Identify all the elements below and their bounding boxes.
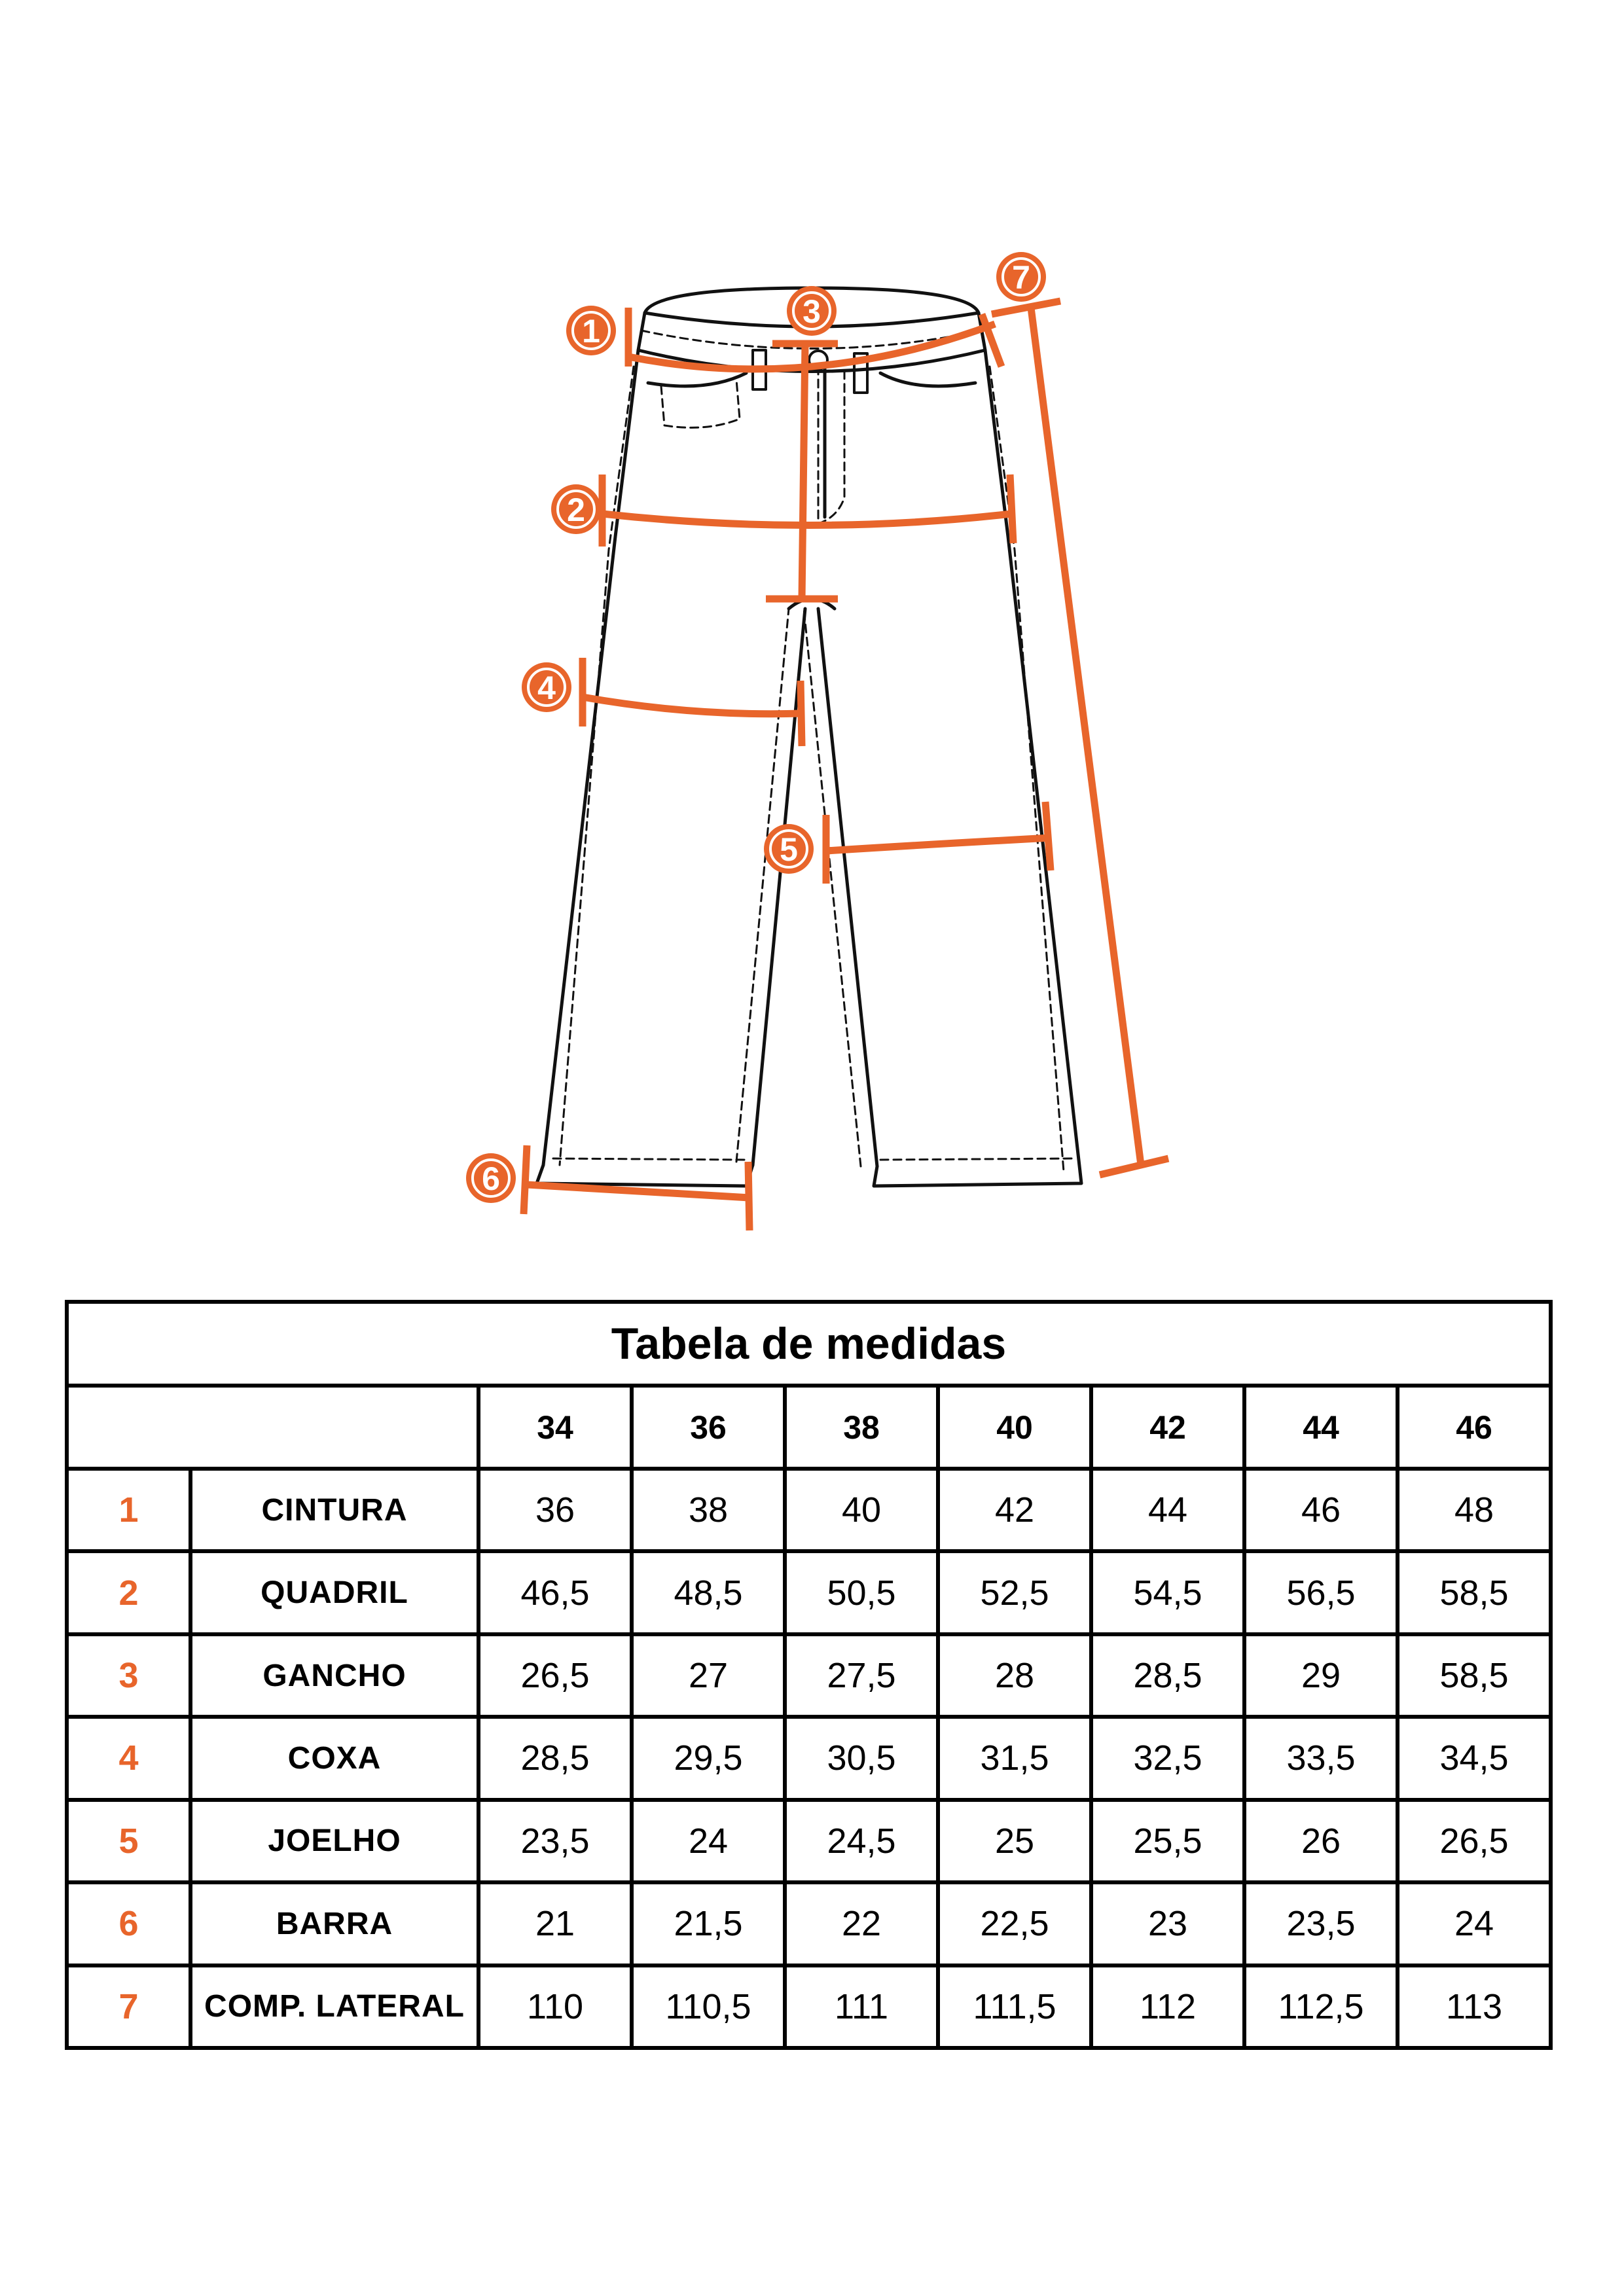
measurement-value: 46 (1244, 1469, 1398, 1551)
measurement-value: 25,5 (1091, 1800, 1244, 1882)
measurement-value: 24 (1398, 1882, 1551, 1965)
table-row (67, 1800, 1551, 1882)
badge-2 (551, 484, 601, 534)
measurement-value: 110 (478, 1965, 632, 2048)
badge-3 (787, 286, 837, 336)
size-header: 40 (938, 1386, 1091, 1468)
measurement-value: 54,5 (1091, 1551, 1244, 1634)
row-number: 5 (67, 1800, 190, 1882)
measurement-value: 27,5 (785, 1634, 938, 1717)
size-header: 34 (478, 1386, 632, 1468)
table-row (67, 1965, 1551, 2048)
size-header: 42 (1091, 1386, 1244, 1468)
table-row (67, 1882, 1551, 1965)
measurement-value: 46,5 (478, 1551, 632, 1634)
pants-outline (537, 288, 1081, 1186)
size-header: 36 (632, 1386, 785, 1468)
row-number: 7 (67, 1965, 190, 2048)
measurement-value: 112,5 (1244, 1965, 1398, 2048)
table-row (67, 1551, 1551, 1634)
table-row (67, 1634, 1551, 1717)
measurement-value: 28,5 (1091, 1634, 1244, 1717)
row-number: 4 (67, 1717, 190, 1799)
measurement-value: 22 (785, 1882, 938, 1965)
measurement-table (65, 1300, 1553, 2050)
measurement-value: 30,5 (785, 1717, 938, 1799)
measurement-value: 29 (1244, 1634, 1398, 1717)
measurement-value: 25 (938, 1800, 1091, 1882)
measurement-value: 48,5 (632, 1551, 785, 1634)
number-badges (466, 252, 1046, 1203)
table-title-row (67, 1302, 1551, 1386)
size-header: 38 (785, 1386, 938, 1468)
measurement-value: 26 (1244, 1800, 1398, 1882)
measurement-value: 58,5 (1398, 1634, 1551, 1717)
table-row (67, 1469, 1551, 1551)
measurement-value: 111,5 (938, 1965, 1091, 2048)
table-row (67, 1717, 1551, 1799)
row-measurement-name: GANCHO (190, 1634, 478, 1717)
svg-text:2: 2 (567, 492, 585, 528)
measurement-value: 24,5 (785, 1800, 938, 1882)
size-header: 44 (1244, 1386, 1398, 1468)
measurement-value: 26,5 (1398, 1800, 1551, 1882)
measurement-value: 23 (1091, 1882, 1244, 1965)
row-number: 6 (67, 1882, 190, 1965)
measurement-value: 52,5 (938, 1551, 1091, 1634)
measurement-value: 110,5 (632, 1965, 785, 2048)
svg-text:7: 7 (1012, 259, 1030, 296)
measurement-value: 24 (632, 1800, 785, 1882)
measurement-value: 38 (632, 1469, 785, 1551)
measure-line-coxa (583, 697, 802, 714)
measurement-value: 21,5 (632, 1882, 785, 1965)
badge-7 (996, 252, 1046, 302)
measure-line-comp-lateral (1031, 308, 1141, 1165)
header-empty-cell (67, 1386, 478, 1468)
row-measurement-name: COXA (190, 1717, 478, 1799)
row-number: 1 (67, 1469, 190, 1551)
row-measurement-name: QUADRIL (190, 1551, 478, 1634)
measurement-value: 58,5 (1398, 1551, 1551, 1634)
measurement-value: 32,5 (1091, 1717, 1244, 1799)
row-number: 3 (67, 1634, 190, 1717)
badge-4 (522, 662, 571, 712)
svg-text:1: 1 (582, 313, 600, 350)
measurement-value: 21 (478, 1882, 632, 1965)
measurement-value: 33,5 (1244, 1717, 1398, 1799)
measurement-value: 23,5 (1244, 1882, 1398, 1965)
row-measurement-name: BARRA (190, 1882, 478, 1965)
measurement-value: 36 (478, 1469, 632, 1551)
measurement-value: 113 (1398, 1965, 1551, 2048)
svg-text:5: 5 (780, 831, 798, 868)
measurement-value: 48 (1398, 1469, 1551, 1551)
measure-line-quadril (602, 514, 1011, 526)
badge-1 (566, 306, 616, 355)
badge-6 (466, 1153, 516, 1203)
measurement-value: 22,5 (938, 1882, 1091, 1965)
measure-line-joelho (826, 838, 1051, 851)
measurement-value: 34,5 (1398, 1717, 1551, 1799)
measurement-value: 111 (785, 1965, 938, 2048)
measurement-value: 27 (632, 1634, 785, 1717)
measurement-value: 40 (785, 1469, 938, 1551)
svg-text:4: 4 (537, 670, 556, 706)
row-number: 2 (67, 1551, 190, 1634)
measurement-value: 28,5 (478, 1717, 632, 1799)
measurement-value: 26,5 (478, 1634, 632, 1717)
svg-text:6: 6 (482, 1160, 500, 1197)
measurement-value: 28 (938, 1634, 1091, 1717)
table-title: Tabela de medidas (67, 1302, 1551, 1386)
size-header: 46 (1398, 1386, 1551, 1468)
svg-text:3: 3 (803, 293, 821, 330)
measurement-value: 31,5 (938, 1717, 1091, 1799)
measurement-value: 44 (1091, 1469, 1244, 1551)
row-measurement-name: JOELHO (190, 1800, 478, 1882)
row-measurement-name: COMP. LATERAL (190, 1965, 478, 2048)
row-measurement-name: CINTURA (190, 1469, 478, 1551)
measure-line-gancho (802, 344, 805, 599)
measurement-value: 56,5 (1244, 1551, 1398, 1634)
size-header-row (67, 1386, 1551, 1468)
badge-5 (764, 824, 814, 874)
measurement-value: 29,5 (632, 1717, 785, 1799)
measurement-value: 112 (1091, 1965, 1244, 2048)
measurement-value: 23,5 (478, 1800, 632, 1882)
measurement-value: 42 (938, 1469, 1091, 1551)
measurement-value: 50,5 (785, 1551, 938, 1634)
